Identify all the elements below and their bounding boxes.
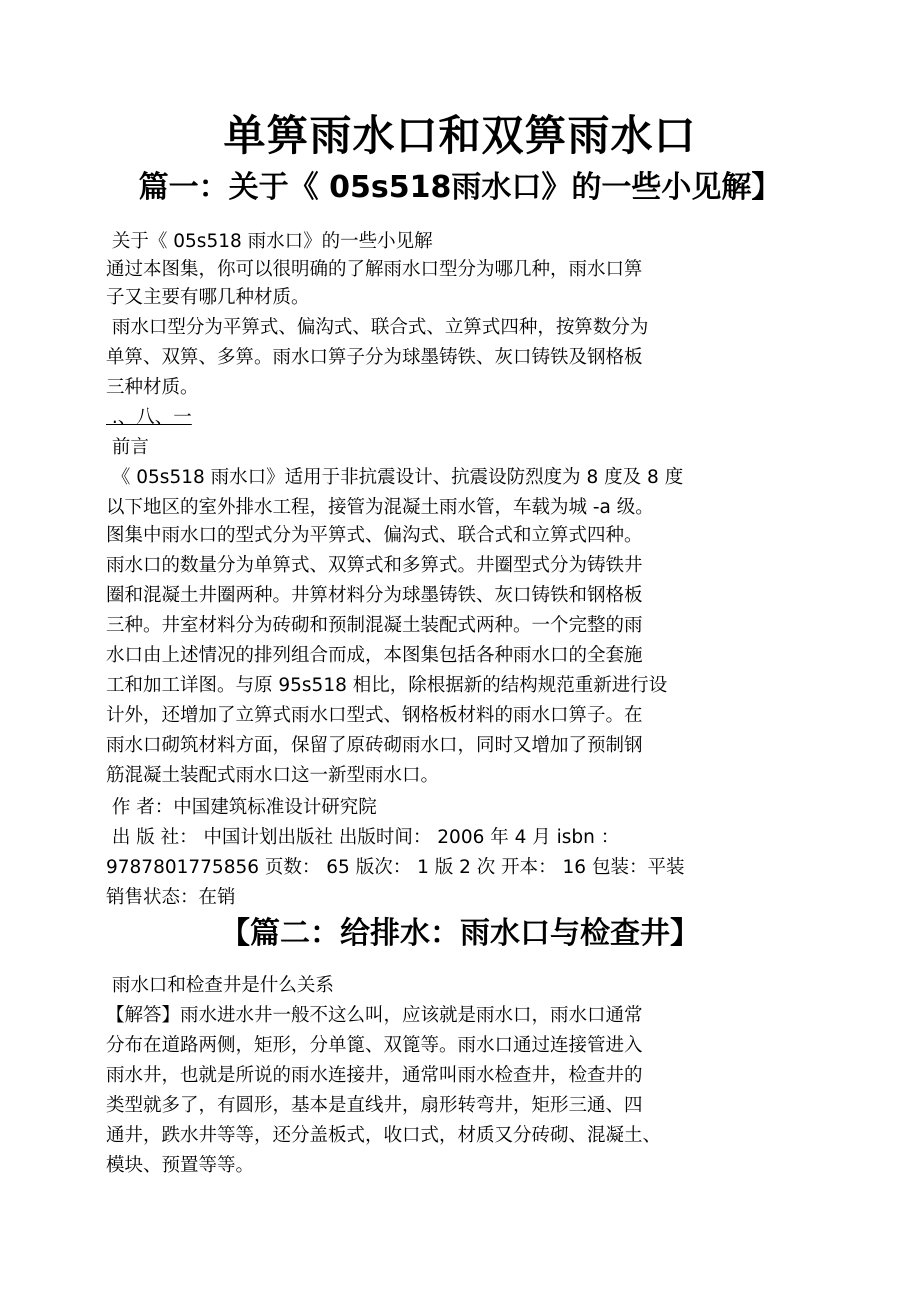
section1-line: 前言 <box>106 437 149 458</box>
section1-line: 销售状态：在销 <box>106 887 236 908</box>
section1-line: 圈和混凝土井圈两种。井箅材料分为球墨铸铁、灰口铸铁和钢格板 <box>106 585 643 606</box>
section1-line: 子又主要有哪几种材质。 <box>106 287 310 308</box>
section1-heading: 篇一：关于《 05s518雨水口》的一些小见解】 <box>138 170 782 205</box>
section1-line: 雨水口型分为平箅式、偏沟式、联合式、立箅式四种，按箅数分为 <box>106 317 649 338</box>
section1-line: 计外，还增加了立箅式雨水口型式、钢格板材料的雨水口箅子。在 <box>106 705 643 726</box>
section1-line: 三种材质。 <box>106 377 199 398</box>
section1-line: 筋混凝土装配式雨水口这一新型雨水口。 <box>106 765 440 786</box>
section1-line: 单箅、双箅、多箅。雨水口箅子分为球墨铸铁、灰口铸铁及钢格板 <box>106 347 643 368</box>
section2-line: 通井，跌水井等等，还分盖板式，收口式，材质又分砖砌、混凝土、 <box>106 1125 662 1146</box>
section1-line: 关于《 05s518 雨水口》的一些小见解 <box>106 231 433 252</box>
section1-line: 作 者：中国建筑标准设计研究院 <box>106 797 377 818</box>
section1-line: 出 版 社： 中国计划出版社 出版时间： 2006 年 4 月 isbn ： <box>106 827 620 848</box>
section1-line: 雨水口砌筑材料方面，保留了原砖砌雨水口，同时又增加了预制钢 <box>106 735 643 756</box>
section1-line: 以下地区的室外排水工程，接管为混凝土雨水管，车载为城 -a 级。 <box>106 497 654 518</box>
section2-line: 雨水口和检查井是什么关系 <box>106 975 334 996</box>
section1-line: 工和加工详图。与原 95s518 相比，除根据新的结构规范重新进行设 <box>106 675 668 696</box>
section2-line: 【解答】雨水进水井一般不这么叫，应该就是雨水口，雨水口通常 <box>106 1005 643 1026</box>
document-title: 单箅雨水口和双箅雨水口 <box>223 111 697 160</box>
section2-line: 分布在道路两侧，矩形，分单篦、双篦等。雨水口通过连接管进入 <box>106 1035 643 1056</box>
section2-line: 雨水井，也就是所说的雨水连接井，通常叫雨水检查井，检查井的 <box>106 1065 643 1086</box>
section1-line: 雨水口的数量分为单箅式、双箅式和多箅式。井圈型式分为铸铁井 <box>106 555 643 576</box>
section2-heading: 【篇二：给排水：雨水口与检查井】 <box>220 916 700 951</box>
section1-line: 9787801775856 页数： 65 版次： 1 版 2 次 开本： 16 包装：平装 <box>106 857 685 878</box>
section2-line: 类型就多了，有圆形，基本是直线井，扇形转弯井，矩形三通、四 <box>106 1095 643 1116</box>
section2-line: 模块、预置等等。 <box>106 1155 255 1176</box>
section1-line: 水口由上述情况的排列组合而成，本图集包括各种雨水口的全套施 <box>106 645 643 666</box>
section1-line: 《 05s518 雨水口》适用于非抗震设计、抗震设防烈度为 8 度及 8 度 <box>106 467 684 488</box>
section1-line: .、八、一 <box>106 407 192 428</box>
section1-line: 三种。井室材料分为砖砌和预制混凝土装配式两种。一个完整的雨 <box>106 615 643 636</box>
section1-line: 通过本图集，你可以很明确的了解雨水口型分为哪几种，雨水口箅 <box>106 259 643 280</box>
section1-line: 图集中雨水口的型式分为平箅式、偏沟式、联合式和立箅式四种。 <box>106 525 643 546</box>
